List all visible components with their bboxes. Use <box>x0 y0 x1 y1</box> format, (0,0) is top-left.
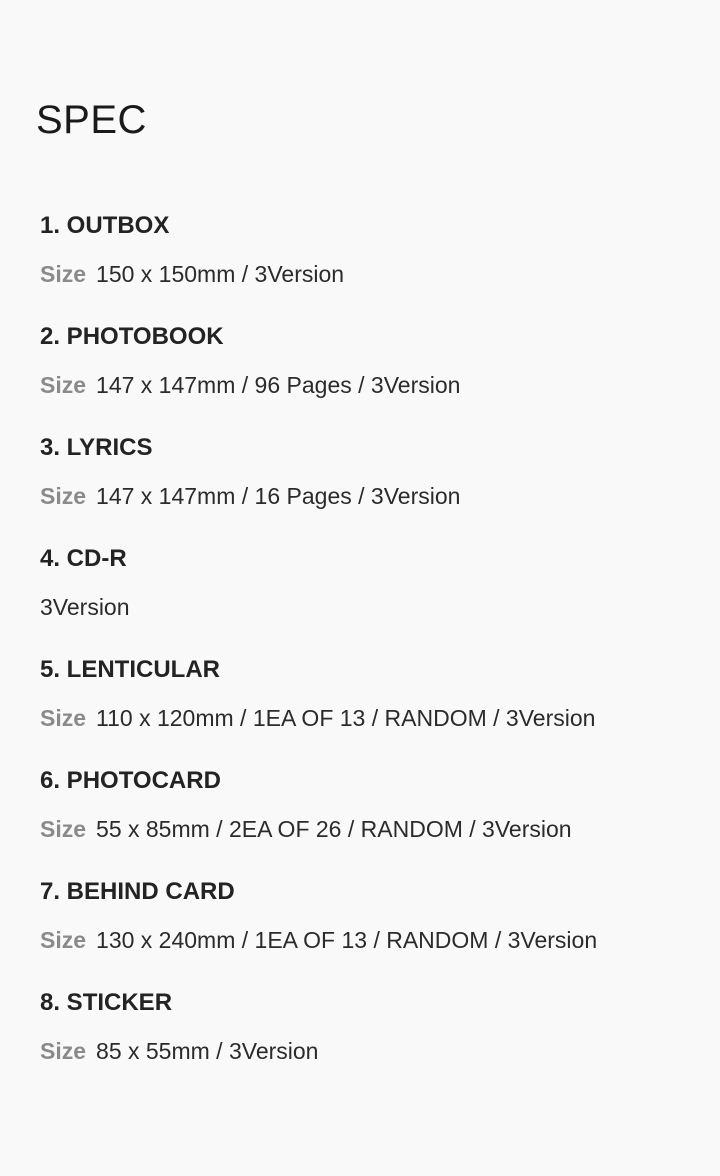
spec-detail <box>40 1029 318 1073</box>
spec-item-behind-card <box>40 870 700 981</box>
spec-detail <box>40 585 130 629</box>
size-label: Size <box>40 372 87 398</box>
spec-detail-text: 85 x 55mm / 3Version <box>96 1038 319 1064</box>
spec-heading: 8. STICKER <box>40 989 173 1016</box>
spec-detail-text: 150 x 150mm / 3Version <box>96 261 345 287</box>
size-label: Size <box>40 1038 87 1064</box>
spec-detail <box>40 807 572 851</box>
size-label: Size <box>40 927 87 953</box>
spec-list <box>40 204 700 1092</box>
page-title: SPEC <box>36 98 147 142</box>
spec-detail-text: 3Version <box>40 594 130 620</box>
spec-detail-text: 130 x 240mm / 1EA OF 13 / RANDOM / 3Version <box>96 927 598 953</box>
spec-item-outbox <box>40 204 700 315</box>
size-label: Size <box>40 261 87 287</box>
spec-item-photocard <box>40 759 700 870</box>
size-label: Size <box>40 816 87 842</box>
spec-heading: 5. LENTICULAR <box>40 656 220 683</box>
spec-item-sticker <box>40 981 700 1092</box>
spec-heading: 6. PHOTOCARD <box>40 767 221 794</box>
spec-heading: 2. PHOTOBOOK <box>40 323 224 350</box>
spec-item-lyrics <box>40 426 700 537</box>
spec-detail-text: 147 x 147mm / 96 Pages / 3Version <box>96 372 461 398</box>
spec-item-cd-r <box>40 537 700 648</box>
spec-heading: 1. OUTBOX <box>40 212 170 239</box>
spec-heading: 3. LYRICS <box>40 434 153 461</box>
size-label: Size <box>40 705 87 731</box>
spec-item-photobook <box>40 315 700 426</box>
spec-detail-text: 147 x 147mm / 16 Pages / 3Version <box>96 483 461 509</box>
spec-detail <box>40 252 344 296</box>
size-label: Size <box>40 483 87 509</box>
spec-heading: 4. CD-R <box>40 545 127 572</box>
spec-heading: 7. BEHIND CARD <box>40 878 235 905</box>
spec-detail <box>40 696 595 740</box>
spec-detail <box>40 474 460 518</box>
spec-detail <box>40 363 460 407</box>
spec-detail-text: 110 x 120mm / 1EA OF 13 / RANDOM / 3Version <box>96 705 596 731</box>
spec-detail-text: 55 x 85mm / 2EA OF 26 / RANDOM / 3Version <box>96 816 572 842</box>
spec-detail <box>40 918 597 962</box>
spec-item-lenticular <box>40 648 700 759</box>
